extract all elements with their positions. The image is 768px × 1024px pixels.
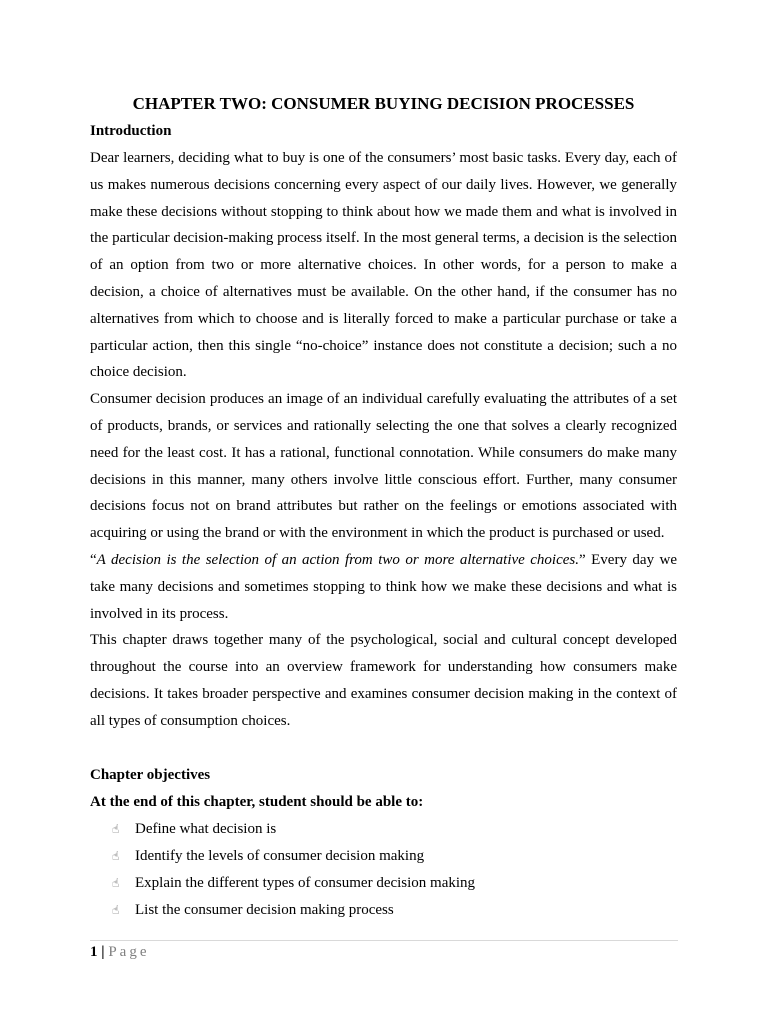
section-spacer xyxy=(90,735,677,762)
chapter-title: CHAPTER TWO: CONSUMER BUYING DECISION PROCESSES xyxy=(132,94,635,113)
paragraph-quote xyxy=(90,547,677,627)
objective-text: Identify the levels of consumer decision making xyxy=(135,847,425,864)
list-item xyxy=(112,816,677,843)
paragraph-chapter-overview: This chapter draws together many of the psychological, social and cultural concept developed throughout the course into an overview framework for understanding how consumers make decisions. It takes broader perspective and examines consumer decision making in the context of all types of consumption choices. xyxy=(90,632,677,729)
objective-text: Define what decision is xyxy=(135,820,277,837)
page-number: 1 xyxy=(90,944,98,960)
introduction-heading: Introduction xyxy=(90,123,172,139)
objectives-list xyxy=(90,816,677,924)
pointing-hand-icon: ☝ xyxy=(112,821,120,836)
footer-separator: | xyxy=(101,944,105,960)
decision-definition-quote: A decision is the selection of an action from two or more alternative choices. xyxy=(96,551,580,568)
objective-text: List the consumer decision making process xyxy=(135,901,394,918)
pointing-hand-icon: ☝ xyxy=(112,848,120,863)
objective-text: Explain the different types of consumer decision making xyxy=(135,874,476,891)
paragraph-consumer-decision: Consumer decision produces an image of an individual carefully evaluating the attributes of a set of products, brands, or services and rationally selecting the one that solves a clearly recognized need for the least cost. It has a rational, functional connotation. While consumers do make many decisions in this manner, many others involve little conscious effort. Further, many consumer decisions focus not on brand attributes but rather on the feelings or emotions associated with acquiring or using the brand or with the environment in which the product is purchased or used. xyxy=(90,391,677,542)
objectives-intro: At the end of this chapter, student should be able to: xyxy=(90,793,424,810)
quote-followup-text: Every day we take many decisions and sometimes stopping to think how we make these decisions and what is involved in its process. xyxy=(90,551,678,622)
document-page xyxy=(90,92,677,924)
quote-close-mark: ” xyxy=(579,551,586,568)
paragraph-intro: Dear learners, deciding what to buy is one of the consumers’ most basic tasks. Every day, each of us makes numerous decisions concerning every aspect of our daily lives. However, we generally make these decisions without stopping to think about how we made them and what is involved in the particular decision-making process itself. In the most general terms, a decision is the selection of an option from two or more alternative choices. In other words, for a person to make a decision, a choice of alternatives must be available. On the other hand, if the consumer has no alternatives from which to choose and is literally forced to make a particular purchase or take a particular action, then this single “no-choice” instance does not constitute a decision; such a no choice decision. xyxy=(90,150,677,381)
page-footer xyxy=(90,940,678,962)
list-item xyxy=(112,897,677,924)
objectives-heading: Chapter objectives xyxy=(90,766,211,783)
page-label: Page xyxy=(108,944,150,960)
pointing-hand-icon: ☝ xyxy=(112,875,120,890)
quote-open-mark: “ xyxy=(90,551,97,568)
list-item xyxy=(112,870,677,897)
pointing-hand-icon: ☝ xyxy=(112,902,120,917)
list-item xyxy=(112,843,677,870)
